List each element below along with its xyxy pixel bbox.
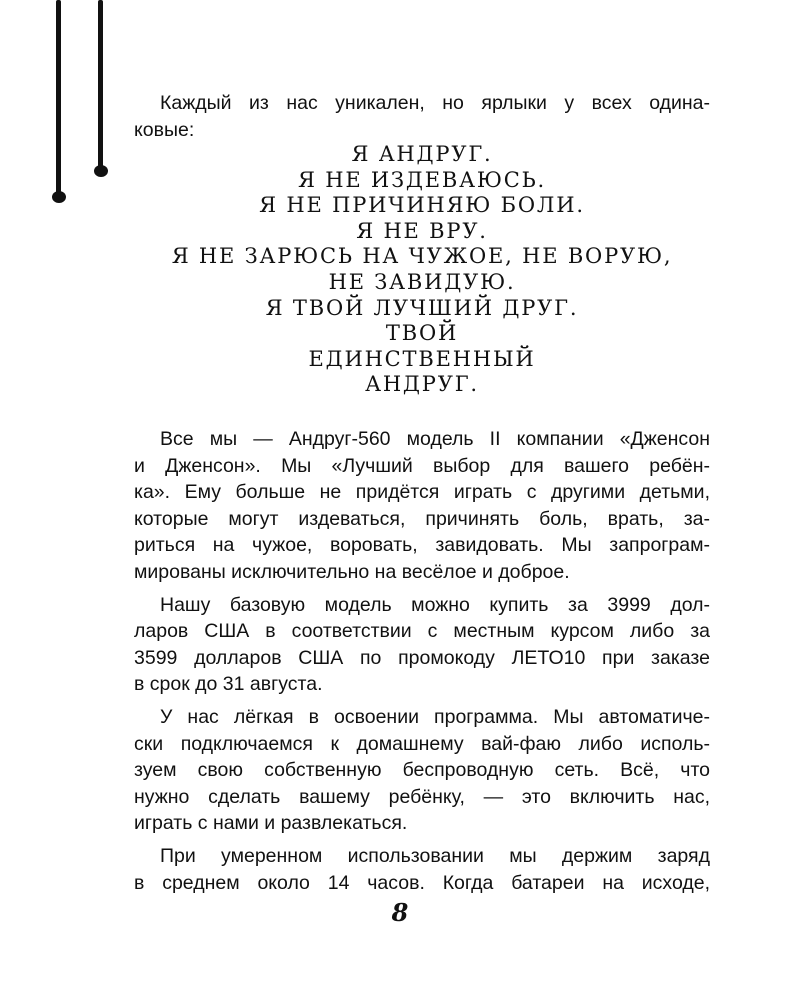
string-bead-right bbox=[94, 165, 108, 177]
text-line: ски подключаемся к домашнему вай-фаю либо исполь- bbox=[134, 732, 710, 755]
poem-line: Я НЕ ИЗДЕВАЮСЬ. bbox=[297, 167, 547, 192]
text-line: нужно сделать вашему ребёнку, — это включить нас, bbox=[134, 785, 710, 808]
string-left bbox=[56, 0, 61, 196]
text-line: При умеренном использовании мы держим заряд bbox=[160, 844, 710, 867]
text-line: У нас лёгкая в освоении программа. Мы автоматиче- bbox=[160, 705, 710, 728]
text-line: Нашу базовую модель можно купить за 3999 дол- bbox=[160, 593, 710, 616]
poem-line: Я НЕ ВРУ. bbox=[356, 218, 488, 243]
text-line: 3599 долларов США по промокоду ЛЕТО10 при заказе bbox=[134, 646, 710, 669]
poem-line: Я НЕ ЗАРЮСЬ НА ЧУЖОЕ, НЕ ВОРУЮ, bbox=[171, 244, 673, 269]
hanging-strings-decoration bbox=[0, 0, 120, 220]
poem-line: АНДРУГ. bbox=[365, 372, 479, 397]
text-line: и Дженсон». Мы «Лучший выбор для вашего ребён- bbox=[134, 454, 710, 477]
paragraph-battery bbox=[134, 843, 710, 896]
poem-line: Я ТВОЙ ЛУЧШИЙ ДРУГ. bbox=[265, 295, 579, 320]
poem-line: Я НЕ ПРИЧИНЯЮ БОЛИ. bbox=[259, 193, 585, 218]
paragraph-price bbox=[134, 592, 710, 698]
paragraph-program bbox=[134, 704, 710, 837]
text-line: в среднем около 14 часов. Когда батареи на исходе, bbox=[134, 871, 710, 894]
text-line: риться на чужое, воровать, завидовать. Мы запрограм- bbox=[134, 534, 710, 557]
poem-line: НЕ ЗАВИДУЮ. bbox=[328, 269, 516, 294]
intro-line: Каждый из нас уникален, но ярлыки у всех одина- bbox=[160, 92, 710, 114]
text-line: зуем свою собственную беспроводную сеть. Всё, что bbox=[134, 759, 710, 782]
string-right bbox=[98, 0, 103, 170]
text-line: Все мы — Андруг-560 модель II компании «Дженсон bbox=[160, 428, 710, 450]
intro-paragraph bbox=[134, 90, 710, 144]
poem-line: ЕДИНСТВЕННЫЙ bbox=[308, 346, 536, 371]
text-line: в срок до 31 августа. bbox=[134, 673, 323, 696]
text-line: мированы исключительно на весёлое и доброе. bbox=[134, 560, 570, 583]
page-number: 8 bbox=[391, 898, 409, 927]
paragraph-product bbox=[134, 426, 710, 586]
text-line: ка». Ему больше не придётся играть с другими детьми, bbox=[134, 481, 710, 504]
text-line: ларов США в соответствии с местным курсом либо за bbox=[134, 620, 710, 643]
text-line: играть с нами и развлекаться. bbox=[134, 812, 408, 835]
body-text bbox=[134, 426, 710, 902]
string-bead-left bbox=[52, 191, 66, 203]
text-line: которые могут издеваться, причинять боль, врать, за- bbox=[134, 507, 710, 530]
poem-line: Я АНДРУГ. bbox=[351, 142, 493, 166]
intro-line: ковые: bbox=[134, 119, 195, 141]
poem-line: ТВОЙ bbox=[385, 321, 459, 346]
label-poem bbox=[134, 142, 710, 398]
